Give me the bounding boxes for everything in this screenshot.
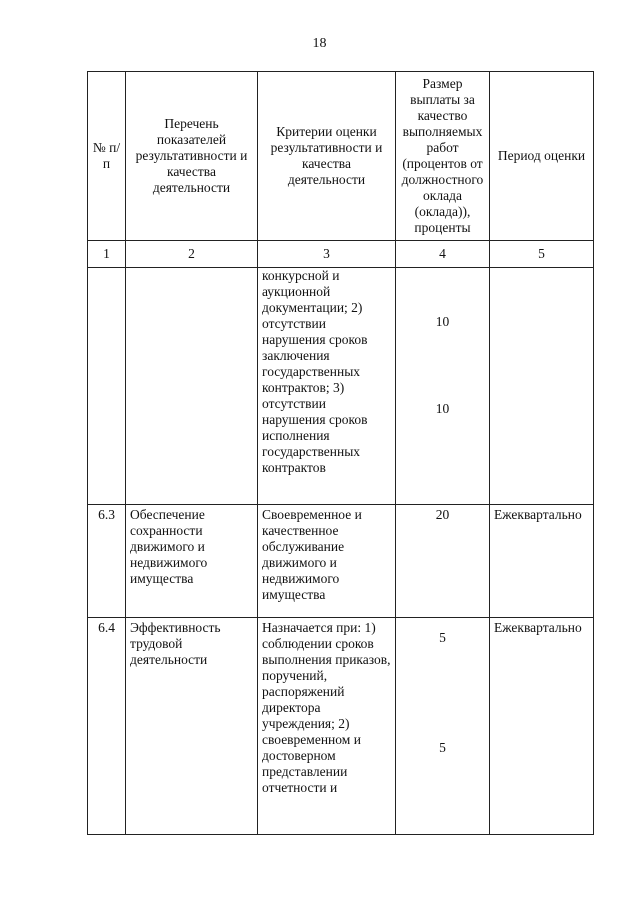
page-number: 18 — [312, 36, 327, 51]
column-numbers-row — [88, 241, 594, 268]
row-number: 6.3 — [88, 505, 126, 618]
payment-value: 20 — [435, 507, 450, 522]
header-indicator: Перечень показателей результативности и качества деятельности — [126, 72, 258, 241]
table-header-row — [88, 72, 594, 241]
evaluation-table — [87, 71, 594, 835]
row-indicator — [126, 268, 258, 505]
row-payment — [396, 505, 490, 618]
payment-value: 5 — [439, 740, 446, 755]
table-row — [88, 505, 594, 618]
header-criteria: Критерии оценки результативности и качества деятельности — [258, 72, 396, 241]
row-criteria: Назначается при: 1) соблюдении сроков выполнения приказов, поручений, распоряжений директора учреждения; 2) своевременном и достоверном представлении отчетности и — [258, 618, 396, 835]
table-row — [88, 268, 594, 505]
row-indicator: Обеспечение сохранности движимого и недвижимого имущества — [126, 505, 258, 618]
row-period: Ежеквартально — [490, 618, 594, 835]
header-payment: Размер выплаты за качество выполняемых работ (процентов от должностного оклада (оклада)), проценты — [396, 72, 490, 241]
row-payment — [396, 268, 490, 505]
column-number: 1 — [88, 241, 126, 268]
header-period: Период оценки — [490, 72, 594, 241]
row-period — [490, 268, 594, 505]
row-indicator: Эффективность трудовой деятельности — [126, 618, 258, 835]
row-number: 6.4 — [88, 618, 126, 835]
column-number: 3 — [258, 241, 396, 268]
table-row — [88, 618, 594, 835]
row-payment — [396, 618, 490, 835]
payment-value: 10 — [435, 401, 450, 416]
row-criteria: конкурсной и аукционной документации; 2) отсутствии нарушения сроков заключения государственных контрактов; 3) отсутствии нарушения сроков исполнения государственных контрактов — [258, 268, 396, 505]
column-number: 2 — [126, 241, 258, 268]
column-number: 5 — [490, 241, 594, 268]
row-period: Ежеквартально — [490, 505, 594, 618]
column-number: 4 — [396, 241, 490, 268]
header-number: № п/п — [88, 72, 126, 241]
row-number — [88, 268, 126, 505]
payment-value: 5 — [439, 630, 446, 645]
payment-value: 10 — [435, 314, 450, 329]
row-criteria: Своевременное и качественное обслуживание движимого и недвижимого имущества — [258, 505, 396, 618]
